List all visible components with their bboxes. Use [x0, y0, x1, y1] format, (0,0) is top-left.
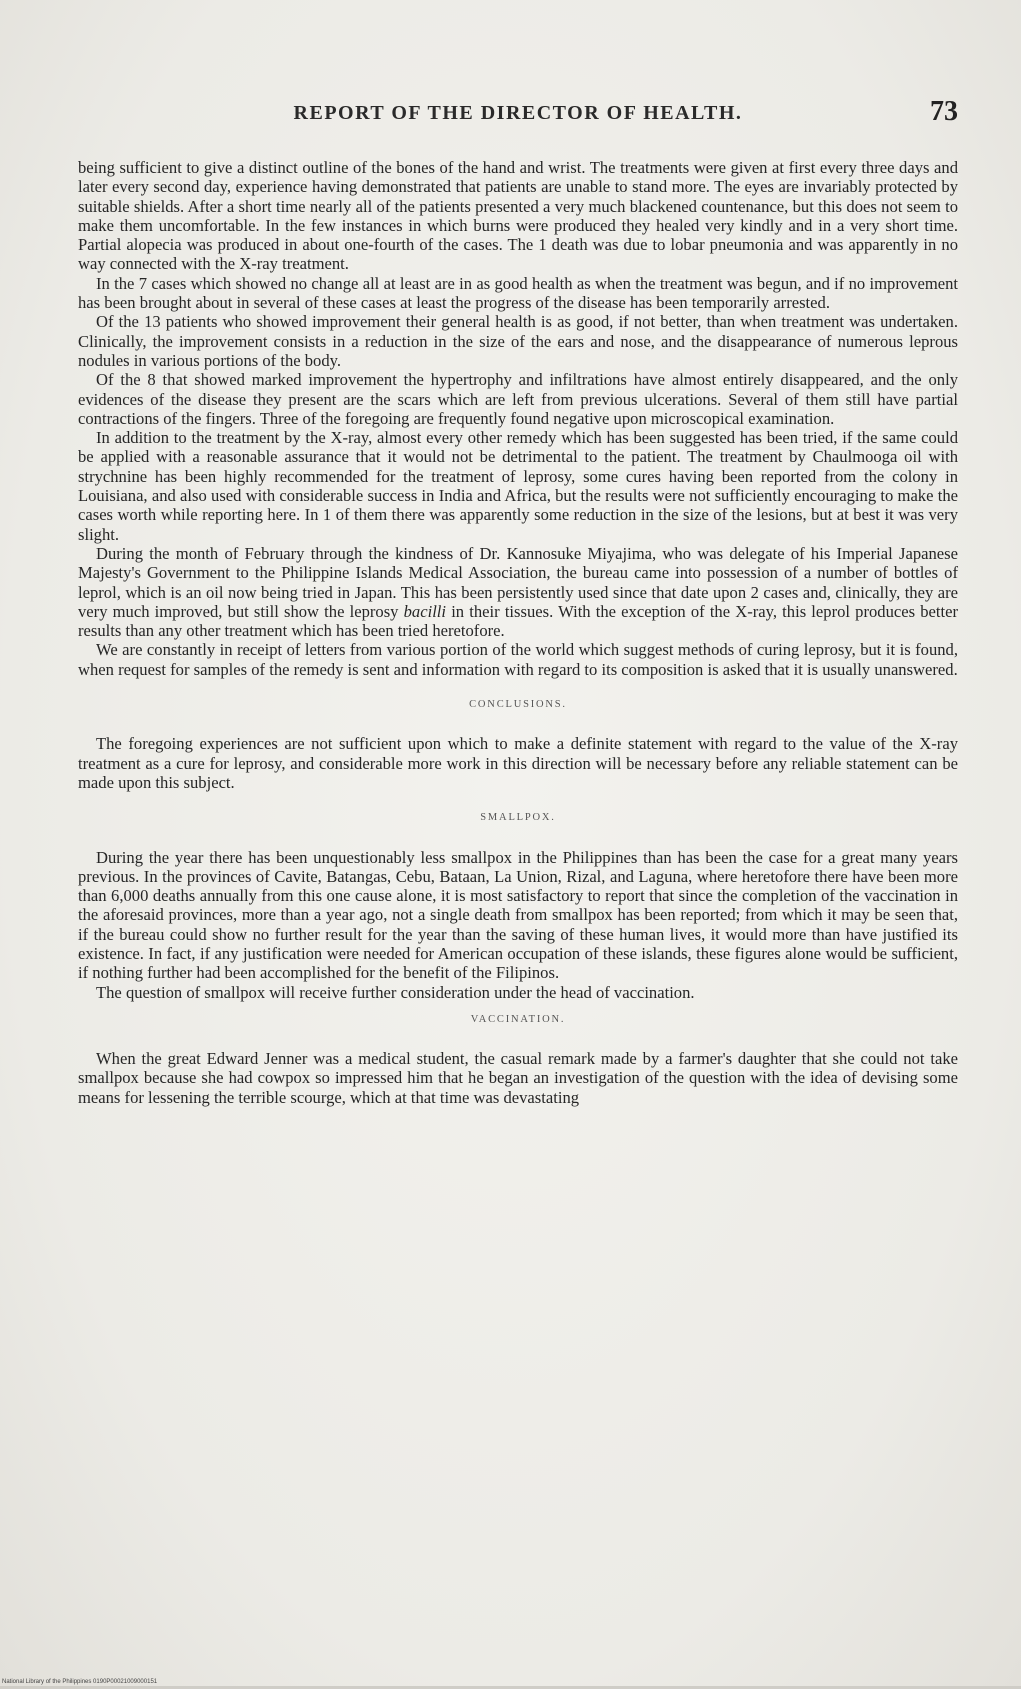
leprol-text-a: During the month of February through the kindness of Dr. Kannosuke Miyajima, who was delegate of his Imperial Japanese Majesty's Government to the Philippine Islands Medical Association, the bureau came into possession of a number of bottles of leprol, which is an oil now being tried in Japan. This has been persistently used since that date upon 2 cases and, clinically, they are very much improved, but still show the leprosy [78, 543, 958, 621]
paragraph-marked-improvement: Of the 8 that showed marked improvement the hypertrophy and infiltrations have almost entirely disappeared, and the only evidences of the disease they present are the scars which are left from previous ulcerations. Several of them still have partial contractions of the fingers. Three of the foregoing are frequently found negative upon microscopical examination. [78, 370, 958, 428]
paragraph-vaccination: When the great Edward Jenner was a medical student, the casual remark made by a farmer's daughter that she could not take smallpox because she had cowpox so impressed him that he began an investigation of the question with the idea of devising some means for lessening the terrible scourge, which at that time was devastating [78, 1049, 958, 1107]
paragraph-smallpox: During the year there has been unquestionably less smallpox in the Philippines than has been the case for a great many years previous. In the provinces of Cavite, Batangas, Cebu, Bataan, La Union, Rizal, and Laguna, where heretofore there have been more than 6,000 deaths annually from this one cause alone, it is most satisfactory to report that since the completion of the vaccination in the aforesaid provinces, more than a year ago, not a single death from smallpox has been reported; from which it may be seen that, if the bureau could show no further result for the year than the saving of these human lives, it would more than have justified its existence. In fact, if any justification were needed for American occupation of these islands, these figures alone would be sufficient, if nothing further had been accomplished for the benefit of the Filipinos. [78, 847, 958, 983]
running-head: REPORT OF THE DIRECTOR OF HEALTH. [293, 102, 743, 124]
page-header [78, 96, 958, 136]
heading-smallpox: SMALLPOX. [480, 812, 556, 824]
paragraph-improved-patients: Of the 13 patients who showed improvement their general health is as good, if not better, than when treatment was undertaken. Clinically, the improvement consists in a reduction in the size of the ears and nose, and the disappearance of numerous leprous nodules in various portions of the body. [78, 312, 958, 370]
paragraph-other-remedies: In addition to the treatment by the X-ray, almost every other remedy which has been suggested has been tried, if the same could be applied with a reasonable assurance that it would not be detrimental to the patient. The treatment by Chaulmooga oil with strychnine has been highly recommended for the treatment of leprosy, some cures having been reported from the colony in Louisiana, and also used with considerable success in India and Africa, but the results were not sufficiently encouraging to make the cases worth while reporting here. In 1 of them there was apparently some reduction in the size of the lesions, but at best it was very slight. [78, 428, 958, 544]
paragraph-smallpox-vaccination: The question of smallpox will receive further consideration under the head of vaccination. [96, 982, 695, 1002]
paragraph-conclusions: The foregoing experiences are not sufficient upon which to make a definite statement with regard to the value of the X-ray treatment as a cure for leprosy, and considerable more work in this direction will be necessary before any reliable statement can be made upon this subject. [78, 734, 958, 792]
paragraph-leprol [78, 544, 958, 640]
leprol-text-b: in their tissues. With the exception of the X-ray, this leprol produces better results than any other treatment which has been tried heretofore. [78, 601, 959, 641]
paragraph-no-change-cases: In the 7 cases which showed no change all at least are in as good health as when the treatment was begun, and if no improvement has been brought about in several of these cases at least the progress of the disease has been temporarily arrested. [78, 273, 958, 313]
paragraph-xray-treatment: being sufficient to give a distinct outline of the bones of the hand and wrist. The treatments were given at first every three days and later every second day, experience having demonstrated that patients are unable to stand more. The eyes are invariably protected by suitable shields. After a short time nearly all of the patients presented a very much blackened countenance, but this does not seem to make them uncomfortable. In the few instances in which burns were produced they healed very kindly and in a very short time. Partial alopecia was produced in about one-fourth of the cases. The 1 death was due to lobar pneumonia and was apparently in no way connected with the X-ray treatment. [78, 158, 958, 274]
source-footer-note: National Library of the Philippines 0190P00021009000151 [2, 1679, 158, 1685]
heading-conclusions: CONCLUSIONS. [469, 699, 567, 711]
body-text [78, 158, 958, 1107]
paragraph-letters: We are constantly in receipt of letters from various portion of the world which suggest methods of curing leprosy, but it is found, when request for samples of the remedy is sent and information with regard to its composition is asked that it is usually unanswered. [78, 640, 958, 679]
heading-vaccination: VACCINATION. [470, 1013, 566, 1025]
bacilli-italic: bacilli [403, 601, 447, 621]
page-number: 73 [930, 96, 958, 127]
